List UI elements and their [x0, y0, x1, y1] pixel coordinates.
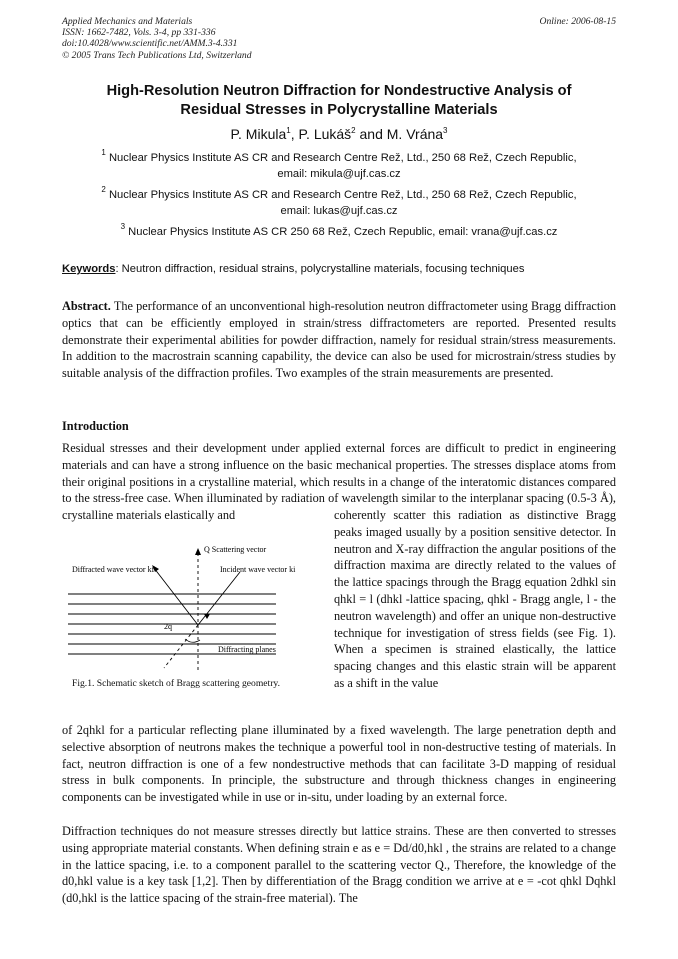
- author-1-sup: 1: [286, 126, 291, 135]
- affil-3-num: 3: [120, 222, 126, 231]
- paper-title: [62, 82, 616, 120]
- author-2-sup: 2: [351, 126, 356, 135]
- author-1: P. Mikula: [230, 126, 287, 142]
- journal-issn: ISSN: 1662-7482, Vols. 3-4, pp 331-336: [62, 27, 216, 39]
- affiliation-3: [62, 222, 616, 241]
- incident-extension: [164, 625, 198, 668]
- journal-header: [62, 16, 616, 61]
- affil-2-email: email: lukas@ujf.cas.cz: [280, 204, 398, 217]
- journal-doi: doi:10.4028/www.scientific.net/AMM.3-4.331: [62, 38, 238, 50]
- affil-1-line-1: Nuclear Physics Institute AS CR and Research Centre Rež, Ltd., 250 68 Rež, Czech Republic,: [108, 152, 577, 164]
- figure-caption: Fig.1. Schematic sketch of Bragg scattering geometry.: [72, 678, 280, 689]
- keywords-colon: :: [115, 263, 119, 275]
- affil-2-num: 2: [101, 185, 106, 194]
- abstract-text: The performance of an unconventional high-resolution neutron diffractometer using Bragg diffraction optics that can be efficiently employed in strain/stress diffractometers are reported. Presented results demonstrate their experimental abilities for powder diffraction, namely for residual strain/stress measurements. In addition to the macrostrain scanning capability, the device can also be used for microstrain/stress studies by suitable analysis of the diffraction profiles. Two examples of the strain measurements are presented.: [62, 299, 616, 381]
- label-angle: 2q: [164, 622, 172, 631]
- author-3-sup: 3: [443, 126, 448, 135]
- affil-3-line-1: Nuclear Physics Institute AS CR 250 68 Rež, Czech Republic, email: vrana@ujf.cas.cz: [128, 226, 558, 238]
- journal-copyright: © 2005 Trans Tech Publications Ltd, Switzerland: [62, 49, 252, 61]
- diffracted-ray: [154, 568, 198, 625]
- affiliation-1: [62, 148, 616, 182]
- abstract: [62, 298, 616, 382]
- journal-name: Applied Mechanics and Materials: [62, 16, 193, 27]
- label-incident-vector: Incident wave vector ki: [220, 565, 296, 574]
- intro-paragraph-continued: of 2qhkl for a particular reflecting plane illuminated by a fixed wavelength. The large penetration depth and selective absorption of neutrons makes the technique a powerful tool in non-destructive testing of materials. In fact, neutron diffraction is one of a few nondestructive methods that can facilitate 3-D mapping of residual stress in bulk components. In principle, the substructure and through thickness changes in engineering components can be investigated while in use or in-situ, under loading by an external force.: [62, 723, 616, 805]
- affil-2-line-1: Nuclear Physics Institute AS CR and Research Centre Rež, Ltd., 250 68 Rež, Czech Republic,: [108, 189, 577, 201]
- intro-paragraph-1: Residual stresses and their development under applied external forces are difficult to predict in engineering materials and can have a strong influence on the basic mechanical properties. The stresses displace atoms from their original positions in a crystalline material, which results in a change of the interatomic distances compared to the stress-free case. When illuminated by radiation of wavelength similar to the interplanar spacing (0.5-3 Å), crystalline materials elastically and: [62, 441, 616, 523]
- affiliation-2: [62, 185, 616, 219]
- abstract-label: Abstract.: [62, 299, 111, 313]
- label-diffracted-vector: Diffracted wave vector kf: [72, 565, 155, 574]
- intro-float-text: coherently scatter this radiation as distinctive Bragg peaks imaged usually by a position sensitive detector. In neutron and X-ray diffraction the angular positions of the diffraction maxima are directly related to the values of the lattice spacings through the Bragg equation 2dhkl sin qhkl = l (dhkl -lattice spacing, qhkl - Bragg angle, l - the neutron wavelength) and offer an unique non-destructive technique for investigation of stress fields (see Fig. 1). When a specimen is strained elastically, the lattice spacing changes and this elastic strain will be apparent as a shift in the value: [334, 508, 616, 690]
- affil-1-num: 1: [101, 148, 106, 157]
- title-line-2: Residual Stresses in Polycrystalline Materials: [180, 102, 498, 118]
- label-diffracting-planes: Diffracting planes: [218, 645, 276, 654]
- keywords: [62, 262, 616, 276]
- keywords-label: Keywords: [62, 263, 116, 275]
- label-scattering-vector: Q Scattering vector: [204, 545, 267, 554]
- author-list: P. Mikula$^1$, P. Lukáš$^2$ and M. Vrána$^3$: [230, 126, 448, 142]
- keywords-text: Neutron diffraction, residual strains, polycrystalline materials, focusing techniques: [118, 263, 525, 275]
- author-3: M. Vrána: [386, 126, 444, 142]
- incident-ray: [198, 572, 240, 625]
- online-date: Online: 2006-08-15: [539, 16, 616, 27]
- bragg-figure: [62, 538, 326, 700]
- q-arrowhead: [195, 548, 201, 555]
- introduction-heading: Introduction: [62, 419, 129, 433]
- bragg-diagram: [62, 538, 326, 700]
- affil-1-email: email: mikula@ujf.cas.cz: [277, 167, 401, 180]
- intro-paragraph-2: Diffraction techniques do not measure stresses directly but lattice strains. These are then converted to stresses using appropriate material constants. When defining strain e as e = Dd/d0,hkl , the strains are related to a change in the lattice spacing, i.e. to a component parallel to the scattering vector Q., Therefore, the knowledge of the d0,hkl value is a key task [1,2]. Then by differentiation of the Bragg condition we arrive at e = -cot qhkl Dqhkl (d0,hkl is the lattice spacing of the strain-free material). The: [62, 824, 616, 906]
- title-line-1: High-Resolution Neutron Diffraction for Nondestructive Analysis of: [106, 83, 572, 99]
- author-2: P. Lukáš: [298, 126, 352, 142]
